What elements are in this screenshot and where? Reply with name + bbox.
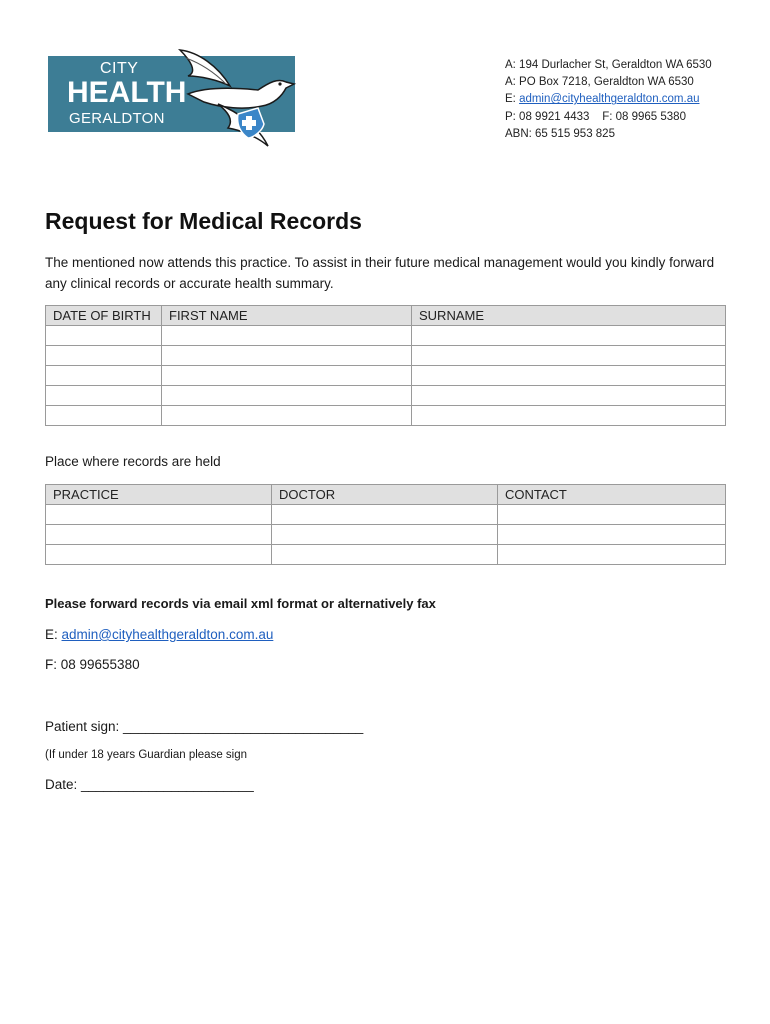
forward-email-line (45, 627, 273, 642)
logo-text-geraldton: GERALDTON (69, 110, 165, 127)
intro-text: The mentioned now attends this practice. To assist in their future medical management would you kindly forward any clinical records or accurate health summary. (45, 255, 715, 291)
table-row (46, 366, 726, 386)
first-name-cell[interactable] (162, 346, 412, 366)
date-line[interactable]: Date: _______________________ (45, 777, 254, 792)
contact-block (505, 57, 712, 143)
forward-email-link[interactable]: admin@cityhealthgeraldton.com.au (61, 627, 274, 642)
doctor-cell[interactable] (272, 525, 498, 545)
header-doctor: DOCTOR (272, 485, 498, 505)
city-health-logo (48, 46, 298, 152)
abn: ABN: 65 515 953 825 (505, 127, 615, 140)
date-of-birth-cell[interactable] (46, 386, 162, 406)
table-row (46, 406, 726, 426)
table-row (46, 386, 726, 406)
practice-cell[interactable] (46, 525, 272, 545)
email-line-prefix: E: (45, 627, 62, 642)
records-held-label: Place where records are held (45, 454, 221, 469)
surname-cell[interactable] (412, 366, 726, 386)
email-prefix: E: (505, 93, 520, 106)
patient-details-table (45, 305, 726, 426)
date-of-birth-cell[interactable] (46, 326, 162, 346)
contact-email-link[interactable]: admin@cityhealthgeraldton.com.au (519, 93, 700, 106)
first-name-cell[interactable] (162, 406, 412, 426)
phone-fax-line (505, 109, 712, 126)
po-box-address: A: PO Box 7218, Geraldton WA 6530 (505, 76, 694, 89)
date-of-birth-cell[interactable] (46, 406, 162, 426)
doctor-cell[interactable] (272, 545, 498, 565)
patient-table-header (46, 306, 726, 326)
contact-cell[interactable] (498, 525, 726, 545)
date-of-birth-cell[interactable] (46, 346, 162, 366)
contact-cell[interactable] (498, 505, 726, 525)
logo-text-city: CITY (100, 60, 139, 77)
first-name-cell[interactable] (162, 326, 412, 346)
surname-cell[interactable] (412, 326, 726, 346)
header-surname: SURNAME (412, 306, 726, 326)
page-title: Request for Medical Records (45, 208, 362, 234)
forward-fax-line: F: 08 99655380 (45, 657, 140, 672)
table-row (46, 505, 726, 525)
table-row (46, 326, 726, 346)
contact-email-line (505, 91, 712, 108)
practice-cell[interactable] (46, 505, 272, 525)
dove-cross-icon (178, 46, 298, 152)
guardian-note: (If under 18 years Guardian please sign (45, 749, 248, 761)
patient-sign-line[interactable]: Patient sign: ________________________________ (45, 719, 364, 734)
surname-cell[interactable] (412, 386, 726, 406)
practice-details-table (45, 484, 726, 565)
header-first-name: FIRST NAME (162, 306, 412, 326)
header-contact: CONTACT (498, 485, 726, 505)
forward-instructions: Please forward records via email xml format or alternatively fax (45, 596, 436, 611)
header-practice: PRACTICE (46, 485, 272, 505)
first-name-cell[interactable] (162, 366, 412, 386)
surname-cell[interactable] (412, 406, 726, 426)
surname-cell[interactable] (412, 346, 726, 366)
logo-text-health: HEALTH (67, 76, 187, 109)
practice-table-header (46, 485, 726, 505)
street-address: A: 194 Durlacher St, Geraldton WA 6530 (505, 59, 712, 71)
first-name-cell[interactable] (162, 386, 412, 406)
doctor-cell[interactable] (272, 505, 498, 525)
date-of-birth-cell[interactable] (46, 366, 162, 386)
table-row (46, 525, 726, 545)
table-row (46, 346, 726, 366)
fax-number: F: 08 9965 5380 (602, 110, 686, 123)
phone-number: P: 08 9921 4433 (505, 110, 590, 123)
practice-cell[interactable] (46, 545, 272, 565)
contact-cell[interactable] (498, 545, 726, 565)
header-date-of-birth: DATE OF BIRTH (46, 306, 162, 326)
table-row (46, 545, 726, 565)
